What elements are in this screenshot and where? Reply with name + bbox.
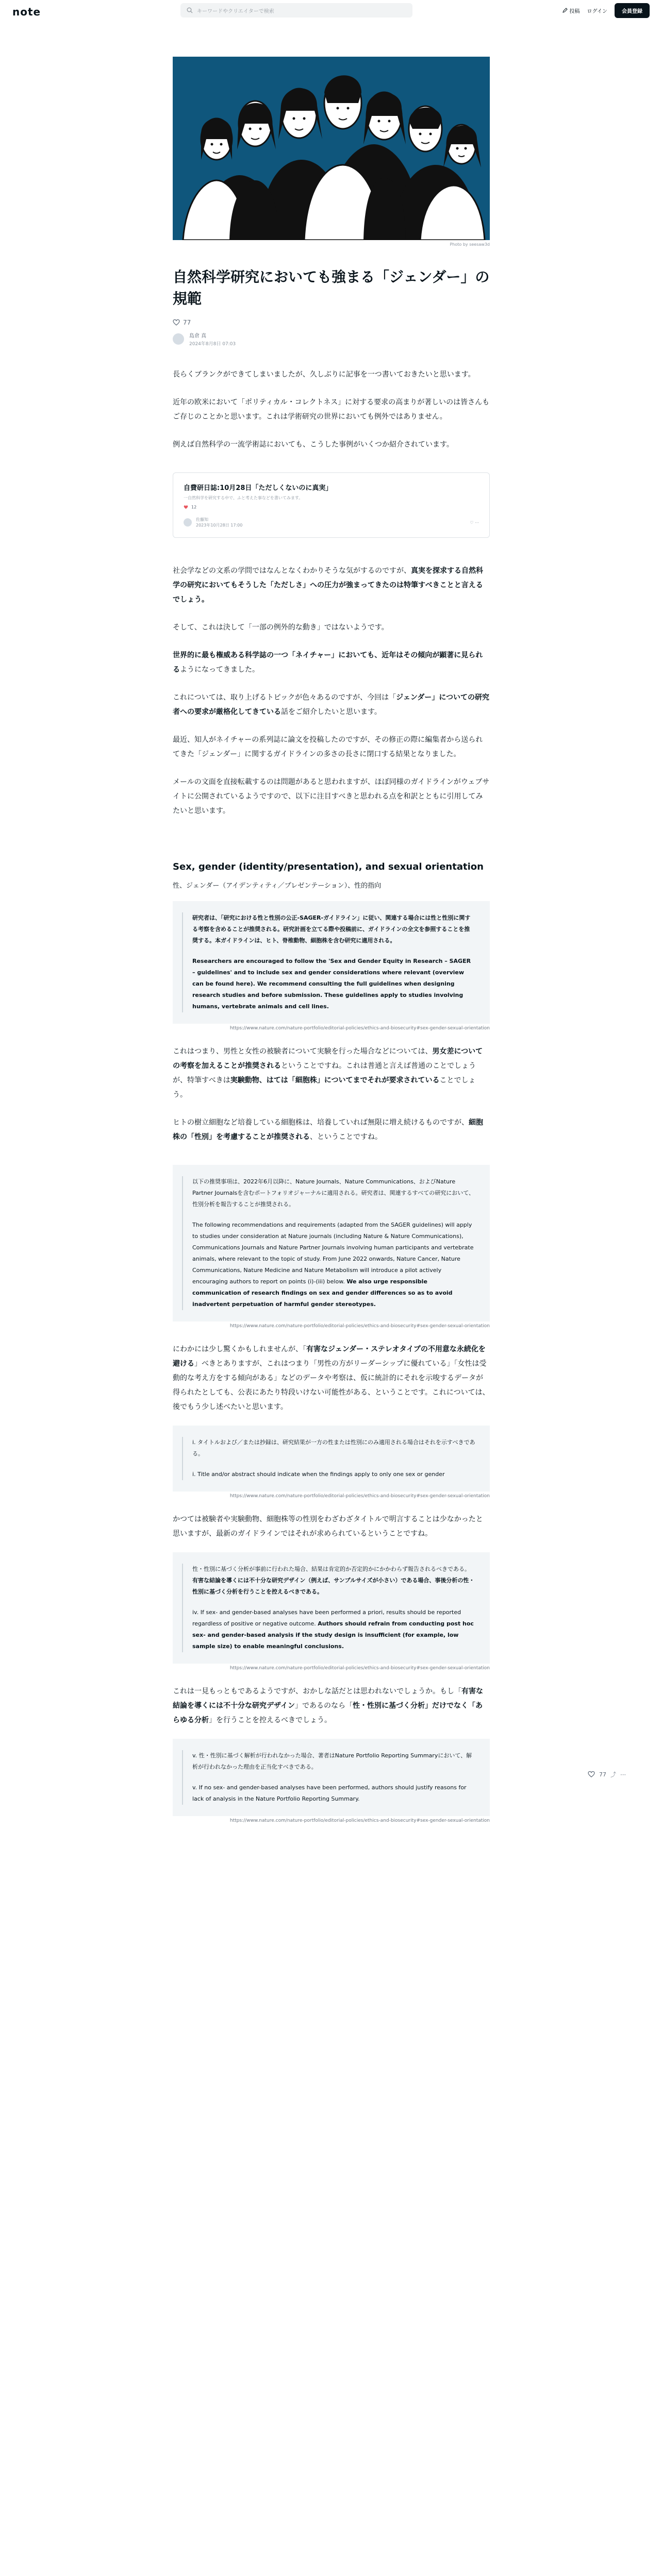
text: にわかには少し驚くかもしれませんが、「 xyxy=(173,1345,306,1353)
bold-text: 真実を探求する自然科学の研究においてもそうした「ただしさ」への圧力が強まってきたのは特筆すべきことと言えるでしょう。 xyxy=(173,567,483,604)
quote-ja: i. タイトルおよび／または抄録は、研究結果が一方の性または性別にのみ適用される場合はそれを示すべきである。 xyxy=(192,1439,475,1457)
heart-icon xyxy=(184,505,188,510)
share-icon[interactable]: ⤴ xyxy=(610,1771,616,1778)
site-header xyxy=(0,0,662,22)
quote-source-link[interactable]: https://www.nature.com/nature-portfolio/editorial-policies/ethics-and-biosecurity#sex-gender-sexual-orientation xyxy=(229,1494,490,1499)
bold-text: Authors should refrain from conducting post hoc sex- and gender-based analysis if the study design is insufficient (for example, low sample size) to enable meaningful conclusions. xyxy=(192,1620,474,1650)
paragraph: 長らくブランクができてしまいましたが、久しぶりに記事を一つ書いておきたいと思います。 xyxy=(173,370,475,379)
quote-en xyxy=(187,956,475,1012)
text: iv. If sex- and gender-based analyses have been performed a priori, results should be reported regardless of positive or negative outcome. xyxy=(192,1609,461,1627)
embed-meta xyxy=(184,505,479,510)
paragraph: 最近、知人がネイチャーの系列誌に論文を投稿したのですが、その修正の際に編集者から送られてきた「ジェンダー」に関するガイドラインの多さの長さに閉口する結果となりました。 xyxy=(173,736,483,758)
quote-ja xyxy=(187,1564,475,1598)
blockquote xyxy=(173,901,490,1024)
quote-ja: 以下の推奨事項は、2022年6月以降に、Nature Journals、Nature Communications、およびNature Partner Journalsを含むポートフォリオジャーナルに適用される。研究者は、関連するすべての研究において、性別分析を報告することが推奨される。 xyxy=(192,1178,475,1208)
quote-en xyxy=(187,1219,475,1310)
more-icon[interactable]: ⋯ xyxy=(620,1771,626,1778)
embed-author: 佐藤知 xyxy=(196,517,208,522)
bold-text: 細胞株の「性別」を考慮することが推奨される xyxy=(173,1118,483,1141)
like-row xyxy=(173,319,490,326)
quote-source-link[interactable]: https://www.nature.com/nature-portfolio/editorial-policies/ethics-and-biosecurity#sex-gender-sexual-orientation xyxy=(229,1324,490,1329)
quote-source-link[interactable]: https://www.nature.com/nature-portfolio/editorial-policies/ethics-and-biosecurity#sex-gender-sexual-orientation xyxy=(229,1026,490,1031)
bold-text: 研究者は、「研究における性と性別の公正-SAGER-ガイドライン」に従い、関連する場合には性と性別に関する考察を含めることが推奨される。研究計画を立てる際や投稿前に、ガイドラインの全文を参照することを推奨する。本ガイドラインは、ヒト、脊椎動物、細胞株を含む研究に適用される。 xyxy=(192,914,471,944)
text: 」であるのなら「 xyxy=(295,1702,353,1710)
bold-text: 有害な結論を導くには不十分な研究デザイン xyxy=(173,1687,483,1710)
embed-footer xyxy=(184,517,479,528)
text: これはつまり、男性と女性の被験者について実験を行った場合などについては、 xyxy=(173,1047,433,1056)
text: ヒトの樹立細胞など培養している細胞株は、培養していれば無限に増え続けるものですが、 xyxy=(173,1118,469,1127)
article-body xyxy=(173,367,490,1823)
paragraph: 近年の欧米において「ポリティカル・コレクトネス」に対する要求の高まりが著しいのは皆さんもご存じのことかと思います。これは学術研究の世界においても例外ではありません。 xyxy=(173,398,490,421)
article-title: 自然科学研究においても強まる「ジェンダー」の規範 xyxy=(173,268,490,307)
photo-credit: Photo by seesaw3d xyxy=(450,242,490,247)
text: これについては、取り上げるトピックが色々あるのですが、今回は「 xyxy=(173,693,396,702)
signup-button[interactable]: 会員登録 xyxy=(615,3,650,18)
post-date: 2024年8月8日 07:03 xyxy=(189,342,236,347)
paragraph: かつては被験者や実験動物、細胞株等の性別をわざわざタイトルで明言することは少なかったと思いますが、最新のガイドラインではそれが求められているということですね。 xyxy=(173,1515,483,1538)
article xyxy=(173,57,490,1823)
text: 話をご紹介したいと思います。 xyxy=(281,708,382,716)
bold-text: ジェンダー」についての研究者への要求が厳格化してきている xyxy=(173,693,490,716)
heart-icon[interactable] xyxy=(588,1771,595,1778)
like-count[interactable]: 77 xyxy=(183,319,191,326)
text: これは一見もっともであるようですが、おかしな話だとは思われないでしょうか。もし「 xyxy=(173,1687,461,1696)
section-heading: Sex, gender (identity/presentation), and sexual orientation xyxy=(173,861,484,872)
text: ことでしょう。 xyxy=(173,1076,476,1099)
search-input[interactable] xyxy=(180,3,412,18)
embedded-article-card[interactable] xyxy=(173,472,490,538)
paragraph xyxy=(173,648,490,677)
quote-en: v. If no sex- and gender-based analyses have been performed, authors should justify reasons for lack of analysis in the Nature Portfolio Reporting Summary. xyxy=(192,1784,467,1802)
bold-text: 有害な結論を導くには不十分な研究デザイン（例えば、サンプルサイズが小さい）である場合、事後分析の性・性別に基づく分析を行うことを控えるべきである。 xyxy=(192,1577,475,1595)
blockquote xyxy=(173,1739,490,1816)
bold-text: 実験動物、はては「細胞株」についてまでそれが要求されている xyxy=(230,1076,440,1084)
author-block[interactable] xyxy=(173,331,490,347)
more-icon[interactable]: ♡ ⋯ xyxy=(470,520,479,525)
paragraph xyxy=(173,564,490,607)
bold-text: 世界的に最も権威ある科学誌の一つ「ネイチャー」においても、近年はその傾向が顕著に見られる xyxy=(173,651,483,674)
hero-image xyxy=(173,57,490,240)
text: 」べきとありますが、これはつまり「男性の方がリーダーシップに優れている」「女性は受動的な考え方をする傾向がある」などのデータや考察は、仮に統計的にそれを示唆するデータが得られたとしても、公表にあたり特段いけない可能性がある、ということです。これについては、後でもう少し述べたいと思います。 xyxy=(173,1360,490,1411)
text: 社会学などの文系の学問ではなんとなくわかりそうな気がするのですが、 xyxy=(173,567,411,575)
floating-actions xyxy=(588,1770,626,1778)
login-link[interactable]: ログイン xyxy=(587,8,607,14)
paragraph: 例えば自然科学の一流学術誌においても、こうした事例がいくつか紹介されています。 xyxy=(173,440,454,449)
blockquote xyxy=(173,1426,490,1492)
embed-title[interactable]: 自費研日誌:10月28日「ただしくないのに真実」 xyxy=(184,484,333,492)
paragraph xyxy=(173,690,490,719)
avatar[interactable] xyxy=(173,333,184,345)
post-label: 投稿 xyxy=(569,8,580,14)
blockquote xyxy=(173,1165,490,1321)
section-subheading: 性、ジェンダー（アイデンティティ／プレゼンテーション）、性的指向 xyxy=(173,882,382,890)
embed-date: 2023年10月28日 17:00 xyxy=(196,523,243,528)
text: ということですね。これは普通と言えば普通のことでしょうが、特筆すべきは xyxy=(173,1062,476,1084)
bold-text: We also urge responsible communication of research findings on sex and gender differences so as to avoid inadvertent perpetuation of harmful gender stereotypes. xyxy=(192,1278,453,1308)
text: 」を行うことを控えるべきでしょう。 xyxy=(209,1716,332,1724)
search-placeholder: キーワードやクリエイターで検索 xyxy=(197,8,274,14)
text: 性・性別に基づく分析が事前に行われた場合、結果は肯定的か否定的かにかかわらず報告されるべきである。 xyxy=(192,1566,470,1572)
bold-text: 男女差についての考察を加えることが推奨される xyxy=(173,1047,483,1070)
embed-like-count: 12 xyxy=(191,505,197,510)
text: The following recommendations and requirements (adapted from the SAGER guidelines) will apply to studies under consideration at Nature journals (including Nature & Nature Communications), Communications Journals and Nature Partner Journals involving human participants and vertebrate animals, where relevant to the topic of study. From June 2022 onwards, Nature Cancer, Nature Communications, Nature Medicine and Nature Metabolism will introduce a pilot actively encouraging authors to report on points (i)-(iii) below. xyxy=(192,1222,474,1285)
quote-source-link[interactable]: https://www.nature.com/nature-portfolio/editorial-policies/ethics-and-biosecurity#sex-gender-sexual-orientation xyxy=(229,1666,490,1671)
bold-text: 有害なジェンダー・ステレオタイプの不用意な永続化を避ける xyxy=(173,1345,486,1368)
paragraph xyxy=(173,1044,490,1102)
hero-illustration xyxy=(173,57,490,240)
author-name[interactable]: 島倉 真 xyxy=(189,333,207,339)
bold-text: 性・性別に基づく分析」だけでなく「あらゆる分析 xyxy=(173,1702,483,1724)
quote-en xyxy=(187,1607,475,1652)
paragraph: メールの文面を直接転載するのは問題があると思われますが、ほぼ同様のガイドラインがウェブサイトに公開されているようですので、以下に注目すべきと思われる点を和訳とともに引用してみたいと思います。 xyxy=(173,778,490,815)
bold-text: Researchers are encouraged to follow the 'Sex and Gender Equity in Research – SAGER – guidelines' and to include sex and gender considerations where relevant (overview can be found here). We recommend consulting the full guidelines when designing research studies and before submission. These guidelines apply to studies involving humans, vertebrate animals and cell lines. xyxy=(192,958,471,1010)
side-like-count[interactable]: 77 xyxy=(599,1771,606,1778)
paragraph: そして、これは決して「一部の例外的な動き」ではないようです。 xyxy=(173,623,389,632)
text: 、ということですね。 xyxy=(310,1133,382,1141)
avatar xyxy=(184,518,192,527)
paragraph xyxy=(173,1115,490,1144)
search-icon xyxy=(187,7,193,13)
text: ようになってきました。 xyxy=(180,666,259,674)
quote-source-link[interactable]: https://www.nature.com/nature-portfolio/editorial-policies/ethics-and-biosecurity#sex-gender-sexual-orientation xyxy=(229,1818,490,1823)
paragraph xyxy=(173,1342,490,1414)
blockquote xyxy=(173,1552,490,1664)
paragraph xyxy=(173,1684,490,1727)
quote-en: i. Title and/or abstract should indicate when the findings apply to only one sex or gender xyxy=(192,1471,445,1478)
note-logo[interactable]: note xyxy=(12,6,41,18)
embed-subtitle: 一自然科学を研究する中で、ふと考えた事などを書いてみます。 xyxy=(184,496,303,500)
post-button[interactable] xyxy=(562,7,580,14)
quote-ja: v. 性・性別に基づく解析が行われなかった場合、著者はNature Portfolio Reporting Summaryにおいて、解析が行われなかった理由を正当化すべきである。 xyxy=(192,1752,472,1770)
quote-ja xyxy=(187,912,475,946)
pen-icon xyxy=(562,8,568,13)
heart-icon[interactable] xyxy=(173,319,180,326)
